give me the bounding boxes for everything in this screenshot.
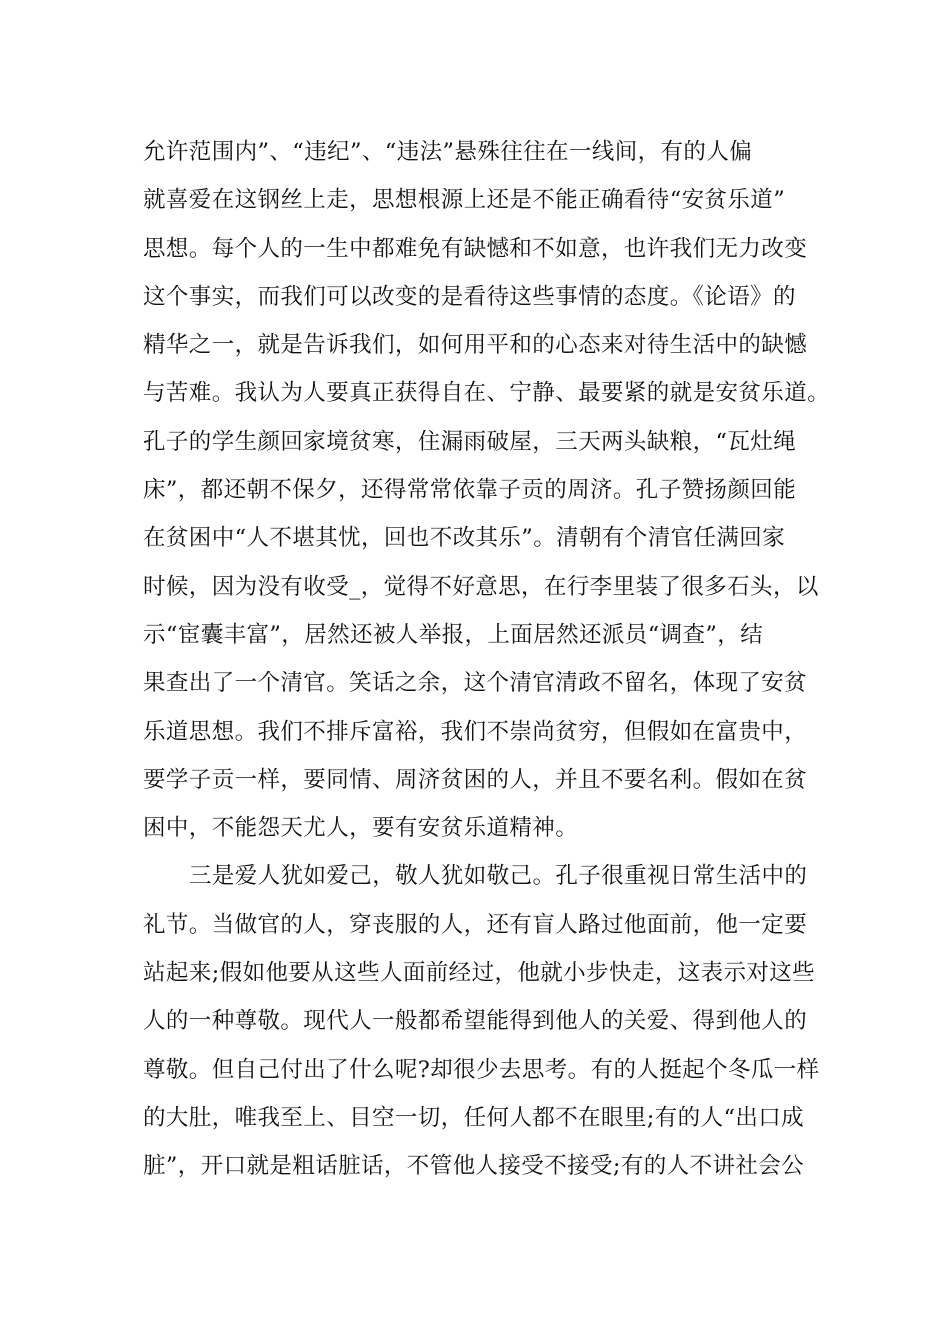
text-line: 礼节。当做官的人，穿丧服的人，还有盲人路过他面前，他一定要 [143, 911, 808, 938]
text-line: 孔子的学生颜回家境贫寒，住漏雨破屋，三天两头缺粮，“瓦灶绳 [143, 428, 797, 455]
text-line: 床”，都还朝不保夕，还得常常依靠子贡的周济。孔子赞扬颜回能 [143, 477, 797, 504]
paragraph-start-line: 三是爱人犹如爱己，敬人犹如敬己。孔子很重视日常生活中的 [189, 863, 808, 890]
text-line: 乐道思想。我们不排斥富裕，我们不崇尚贫穷，但假如在富贵中， [143, 718, 808, 745]
text-line: 站起来;假如他要从这些人面前经过，他就小步快走，这表示对这些 [143, 960, 816, 987]
text-line: 思想。每个人的一生中都难免有缺憾和不如意，也许我们无力改变 [143, 235, 808, 262]
text-line: 要学子贡一样，要同情、周济贫困的人，并且不要名利。假如在贫 [143, 766, 808, 793]
text-line: 这个事实，而我们可以改变的是看待这些事情的态度。《论语》的 [143, 283, 796, 310]
text-line: 人的一种尊敬。现代人一般都希望能得到他人的关爱、得到他人的 [143, 1008, 808, 1035]
text-line: 示“宦囊丰富”，居然还被人举报，上面居然还派员“调查”，结 [143, 621, 764, 648]
text-line: 的大肚，唯我至上、目空一切，任何人都不在眼里;有的人“出口成 [143, 1104, 805, 1131]
body-text [143, 128, 843, 1191]
text-line: 时候，因为没有收受_，觉得不好意思，在行李里装了很多石头，以 [143, 573, 819, 600]
text-line: 脏”，开口就是粗话脏话，不管他人接受不接受;有的人不讲社会公 [143, 1153, 805, 1180]
text-line: 允许范围内”、“违纪”、“违法”悬殊往往在一线间，有的人偏 [143, 139, 753, 165]
text-line: 果查出了一个清官。笑话之余，这个清官清政不留名，体现了安贫 [143, 670, 808, 697]
text-line: 困中，不能怨天尤人，要有安贫乐道精神。 [143, 815, 579, 842]
text-line: 在贫困中“人不堪其忧，回也不改其乐”。清朝有个清官任满回家 [143, 525, 786, 552]
text-line: 就喜爱在这钢丝上走，思想根源上还是不能正确看待“安贫乐道” [143, 187, 786, 214]
text-line: 尊敬。但自己付出了什么呢?却很少去思考。有的人挺起个冬瓜一样 [143, 1056, 820, 1083]
text-line: 与苦难。我认为人要真正获得自在、宁静、最要紧的就是安贫乐道。 [143, 380, 831, 407]
text-line: 精华之一，就是告诉我们，如何用平和的心态来对待生活中的缺憾 [143, 332, 808, 359]
